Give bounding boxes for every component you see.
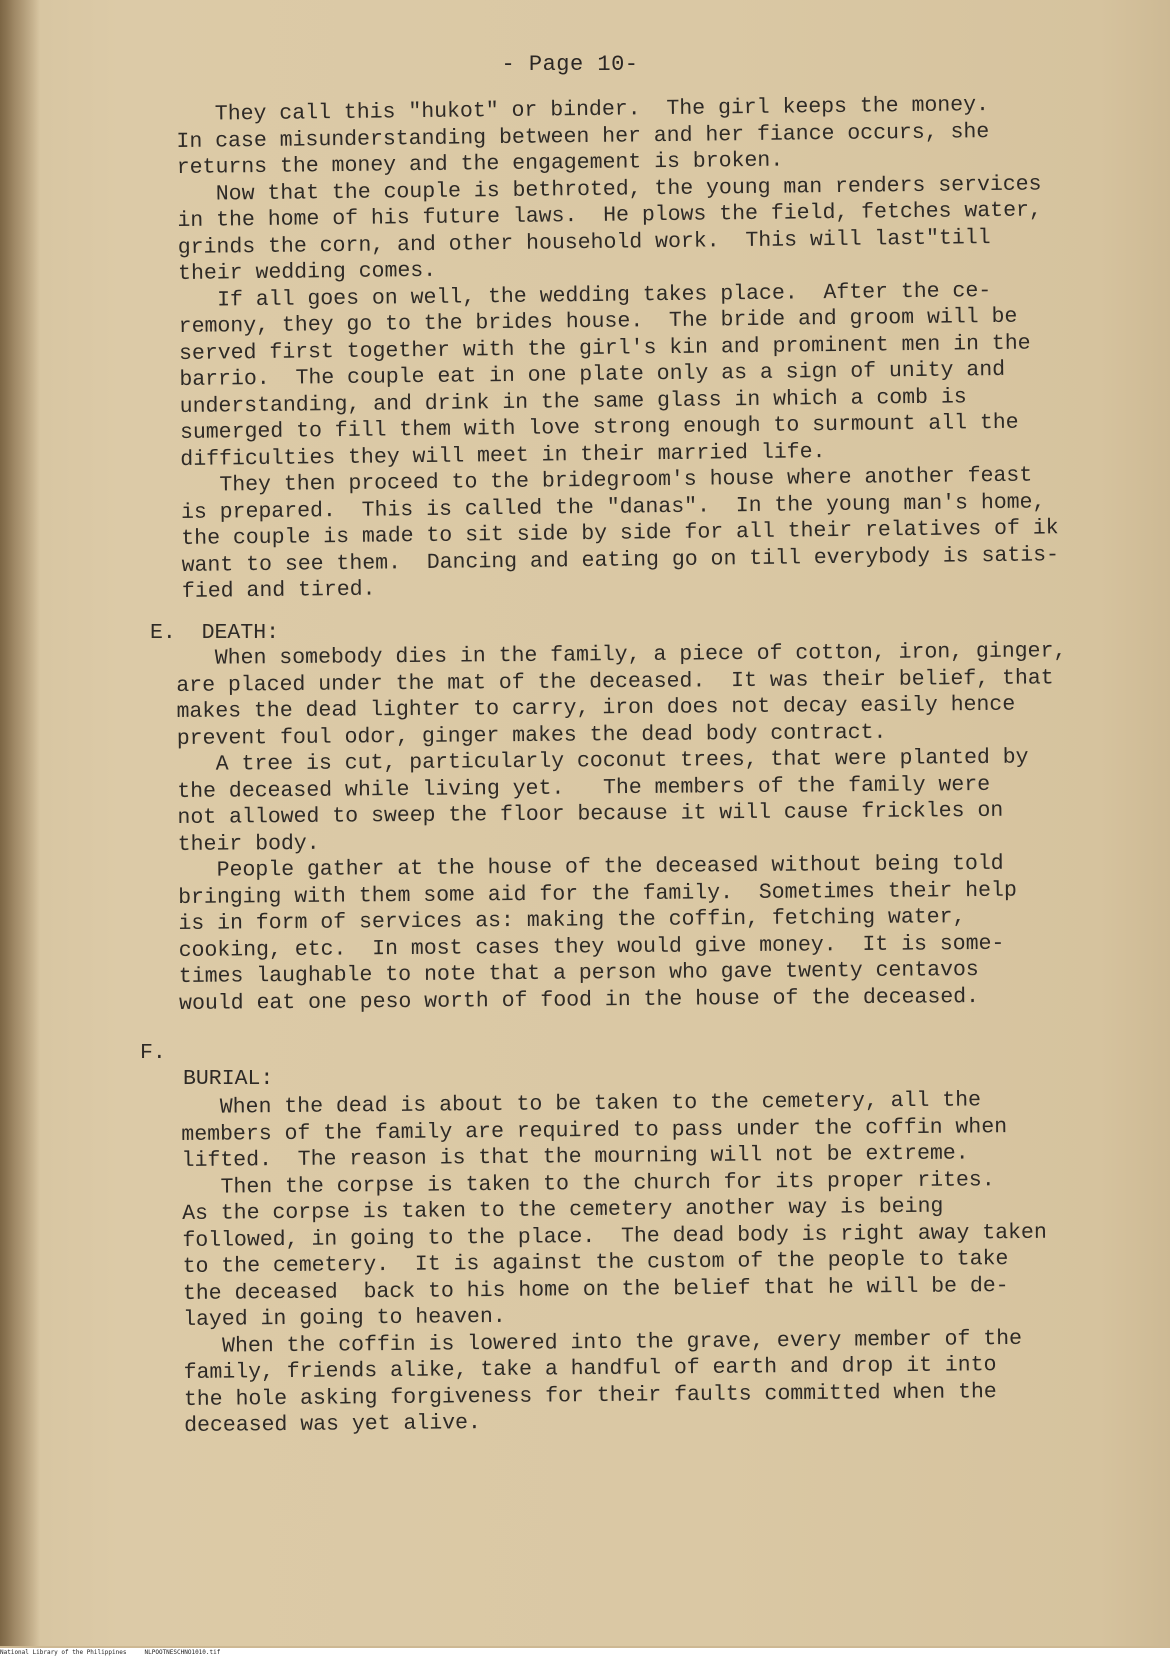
text-line: makes the dead lighter to carry, iron does not decay easily hence [176, 692, 1016, 724]
text-line: In case misunderstanding between her and her fiance occurs, she [176, 119, 990, 154]
text-line: When the dead is about to be taken to the cemetery, all the [181, 1088, 982, 1120]
text-line: Then the corpse is taken to the church for its proper rites. [181, 1167, 995, 1200]
text-line: bringing with them some aid for the family. Sometimes their help [178, 878, 1017, 910]
text-line: sumerged to fill them with love strong enough to surmount all the [179, 410, 1019, 445]
text-line: As the corpse is taken to the cemetery another way is being [182, 1194, 944, 1226]
text-line: cooking, etc. In most cases they would give money. It is some- [178, 931, 1005, 963]
text-line: the couple is made to sit side by side for all their relatives of ik [181, 516, 1059, 551]
binding-shadow [0, 0, 40, 1646]
text-line: their wedding comes. [177, 258, 437, 286]
text-line: When the coffin is lowered into the grave, every member of the [183, 1326, 1023, 1359]
paragraphs-burial [181, 1087, 1049, 1440]
text-line: prevent foul odor, ginger makes the dead body contract. [176, 720, 887, 751]
paragraphs-death [176, 638, 1069, 1017]
paragraphs-engagement-wedding [176, 91, 1059, 605]
text-line: layed in going to heaven. [183, 1304, 506, 1332]
text-line: is in form of services as: making the coffin, fetching water, [178, 905, 966, 936]
text-line: would eat one peso worth of food in the house of the deceased. [179, 984, 980, 1016]
text-line: remony, they go to the brides house. The bride and groom will be [178, 304, 1018, 339]
text-line: in the home of his future laws. He plows the field, fetches water, [177, 198, 1042, 233]
text-line: served first together with the girl's kin and prominent men in the [178, 331, 1031, 366]
text-line: fied and tired. [181, 577, 376, 604]
text-line: If all goes on well, the wedding takes place. After the ce- [178, 278, 992, 313]
text-line: grinds the corn, and other household work. This will last"till [177, 225, 991, 260]
text-line: lifted. The reason is that the mourning will not be extreme. [181, 1141, 969, 1173]
text-line: family, friends alike, take a handful of earth and drop it into [183, 1353, 997, 1385]
section-heading-burial: BURIAL: [183, 1067, 274, 1091]
text-line: are placed under the mat of the deceased. It was their belief, that [176, 665, 1054, 698]
text-line: They then proceed to the bridegroom's house where another feast [180, 463, 1033, 498]
text-line: the deceased back to his home on the belief that he will be de- [182, 1273, 1009, 1306]
text-line: times laughable to note that a person who gave twenty centavos [178, 958, 979, 989]
text-line: not allowed to sweep the floor because it will cause frickles on [177, 798, 1004, 830]
text-line: difficulties they will meet in their married life. [180, 439, 826, 472]
text-line: is prepared. This is called the "danas". In the young man's home, [180, 489, 1046, 525]
text-line: to the cemetery. It is against the custom of the people to take [182, 1247, 1009, 1279]
text-line: their body. [177, 831, 320, 857]
text-line: want to see them. Dancing and eating go on till everybody is satis- [181, 542, 1060, 578]
text-line: returns the money and the engagement is broken. [176, 148, 784, 180]
text-line: the hole asking forgiveness for their faults committed when the [183, 1379, 997, 1412]
text-line: members of the family are required to pass under the coffin when [181, 1114, 1008, 1147]
text-line: When somebody dies in the family, a piece of cotton, iron, ginger, [176, 639, 1067, 671]
section-letter-burial: F. [140, 1041, 166, 1065]
text-line: People gather at the house of the deceased without being told [177, 851, 1004, 883]
text-line: the deceased while living yet. The members of the family were [177, 772, 991, 804]
text-line: A tree is cut, particularly coconut trees, that were planted by [176, 745, 1029, 777]
text-line: followed, in going to the place. The dead body is right away taken [182, 1220, 1047, 1253]
text-line: Now that the couple is bethroted, the young man renders services [176, 171, 1042, 207]
text-line: deceased was yet alive. [184, 1411, 482, 1438]
page-number-heading: - Page 10- [501, 52, 639, 77]
text-line: They call this "hukot" or binder. The girl keeps the money. [176, 93, 990, 127]
text-line: barrio. The couple eat in one plate only as a sign of unity and [179, 357, 1006, 392]
text-line: understanding, and drink in the same glass in which a comb is [179, 384, 967, 419]
section-heading-death: E. DEATH: [150, 621, 280, 645]
scan-footer: National Library of the Philippines NLPOOTNESCHNO1010.tif [0, 1648, 1170, 1658]
